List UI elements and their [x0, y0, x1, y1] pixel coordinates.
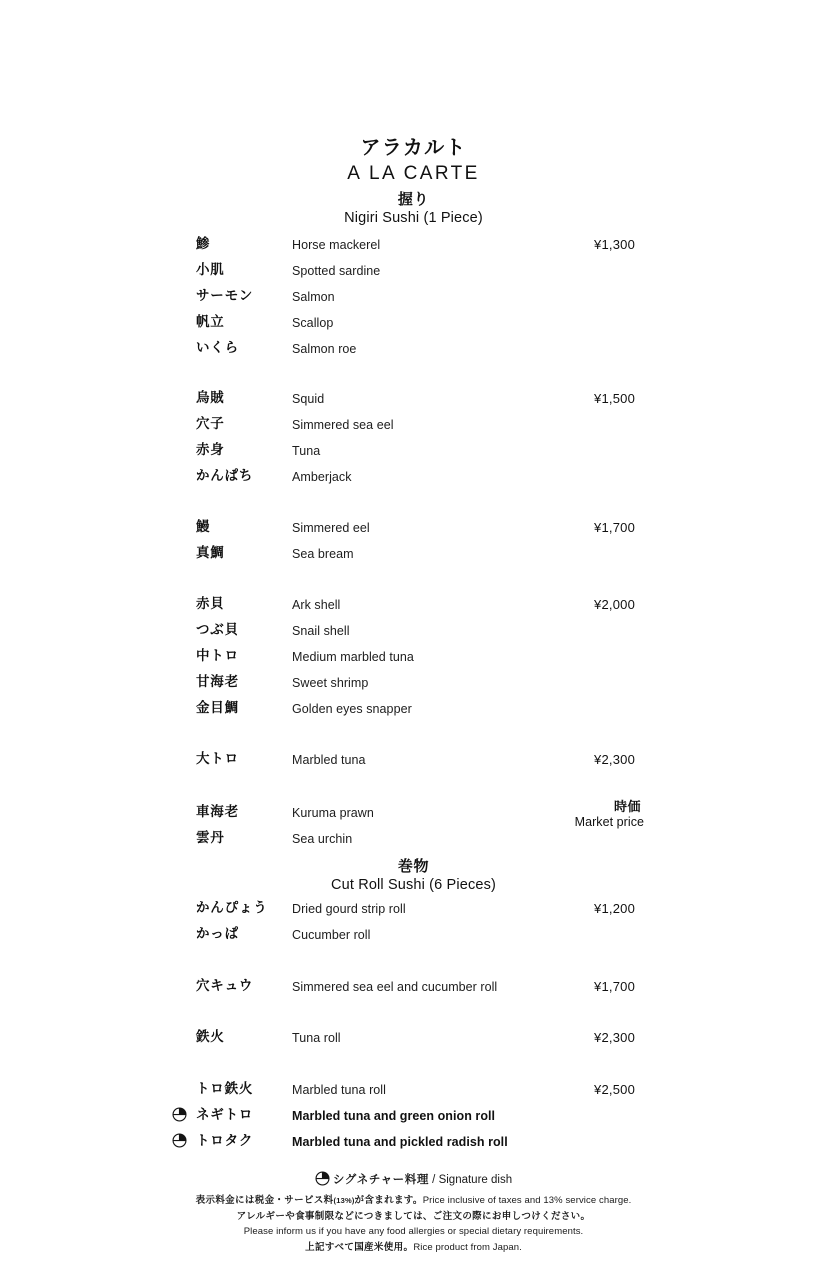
menu-item-en: Sweet shrimp: [292, 676, 369, 690]
fineprint-2-jp: アレルギーや食事制限などにつきましては、ご注文の際にお申しつけください。: [236, 1210, 591, 1222]
section-header-cut-roll: [0, 857, 827, 895]
menu-item-row: [0, 829, 827, 855]
menu-item-jp: 甘海老: [196, 674, 239, 689]
menu-item-en: Medium marbled tuna: [292, 650, 414, 664]
menu-item-row: [0, 699, 827, 725]
menu-item-row: [0, 1028, 827, 1054]
menu-item-price: ¥1,200: [594, 901, 635, 916]
menu-item-jp: 雲丹: [196, 830, 225, 845]
menu-item-en: Simmered sea eel: [292, 418, 394, 432]
fineprint-line-2: [0, 1208, 827, 1224]
menu-item-price: ¥1,700: [594, 979, 635, 994]
menu-title-en: A LA CARTE: [347, 163, 480, 184]
menu-item-price: ¥1,700: [594, 520, 635, 535]
menu-item-jp: 烏賊: [196, 390, 225, 405]
section-header-en: Nigiri Sushi (1 Piece): [344, 210, 483, 226]
menu-item-en: Dried gourd strip roll: [292, 902, 406, 916]
menu-title: [0, 136, 827, 186]
menu-item-jp: つぶ貝: [196, 622, 239, 637]
menu-item-jp: 帆立: [196, 314, 225, 329]
menu-item-jp: 赤身: [196, 442, 225, 457]
menu-item-en: Ark shell: [292, 598, 341, 612]
menu-item-row: [0, 287, 827, 313]
menu-item-jp: かっぱ: [196, 926, 239, 941]
signature-legend-jp: シグネチャー料理: [332, 1174, 429, 1186]
signature-dish-icon: [172, 1133, 188, 1149]
signature-dish-icon: [172, 1107, 188, 1123]
menu-item-en: Sea bream: [292, 547, 354, 561]
menu-item-en: Salmon roe: [292, 342, 357, 356]
menu-item-row: [0, 750, 827, 776]
menu-item-row: [0, 1080, 827, 1106]
menu-item-en: Spotted sardine: [292, 264, 381, 278]
signature-legend-separator: /: [428, 1174, 439, 1186]
menu-item-jp: トロタク: [196, 1133, 254, 1148]
fineprint-line-1: [0, 1192, 827, 1208]
menu-item-jp: いくら: [196, 340, 239, 355]
section-header-jp: 握り: [397, 191, 430, 208]
menu-item-en: Tuna roll: [292, 1031, 341, 1045]
menu-item-row: [0, 1106, 827, 1132]
menu-item-row: [0, 261, 827, 287]
menu-item-en: Golden eyes snapper: [292, 702, 412, 716]
menu-item-jp: 鉄火: [196, 1029, 225, 1044]
menu-item-row: [0, 925, 827, 951]
menu-item-jp: 鯵: [196, 236, 211, 251]
menu-item-price: ¥2,500: [594, 1082, 635, 1097]
menu-item-jp: 車海老: [196, 804, 239, 819]
menu-item-en: Horse mackerel: [292, 238, 381, 252]
fineprint-4-jp: 上記すべて国産米使用。: [305, 1241, 414, 1253]
fineprint-3-en: Please inform us if you have any food allergies or special dietary requirements.: [243, 1226, 584, 1237]
menu-item-row: [0, 1132, 827, 1158]
menu-item-jp: ネギトロ: [196, 1107, 254, 1122]
section-header-jp: 巻物: [397, 858, 430, 875]
menu-item-jp: 大トロ: [196, 751, 239, 766]
menu-item-row: [0, 467, 827, 493]
menu-item-jp: 中トロ: [196, 648, 239, 663]
menu-item-row: [0, 339, 827, 365]
menu-item-jp: 真鯛: [196, 545, 225, 560]
menu-item-price-en: Market price: [574, 815, 644, 829]
menu-item-jp: かんぱち: [196, 468, 254, 483]
menu-item-jp: 穴キュウ: [196, 978, 254, 993]
menu-item-row: [0, 799, 827, 829]
menu-item-jp: 赤貝: [196, 596, 225, 611]
section-header-en: Cut Roll Sushi (6 Pieces): [331, 877, 496, 893]
menu-item-en: Snail shell: [292, 624, 350, 638]
menu-item-price: ¥2,000: [594, 597, 635, 612]
menu-item-row: [0, 595, 827, 621]
menu-item-jp: 小肌: [196, 262, 225, 277]
section-header-nigiri: [0, 190, 827, 228]
menu-item-price: ¥1,300: [594, 237, 635, 252]
menu-item-en: Marbled tuna roll: [292, 1083, 386, 1097]
menu-title-jp: アラカルト: [360, 137, 467, 159]
menu-item-row: [0, 441, 827, 467]
signature-legend: [0, 1168, 827, 1188]
menu-item-row: [0, 977, 827, 1003]
menu-item-price-jp: 時価: [613, 799, 641, 814]
menu-item-en: Marbled tuna and pickled radish roll: [292, 1135, 508, 1149]
menu-item-en: Sea urchin: [292, 832, 353, 846]
fineprint-1-jp-tail: が含まれます。: [354, 1195, 423, 1206]
fineprint-line-4: [0, 1239, 827, 1255]
fineprint-4-en: Rice product from Japan.: [413, 1241, 522, 1253]
menu-item-en: Kuruma prawn: [292, 806, 374, 820]
menu-item-jp: 鰻: [196, 519, 211, 534]
signature-legend-en: Signature dish: [438, 1174, 513, 1186]
menu-item-en: Simmered eel: [292, 521, 370, 535]
menu-item-row: [0, 673, 827, 699]
menu-item-price: ¥2,300: [594, 752, 635, 767]
menu-item-row: [0, 389, 827, 415]
menu-item-row: [0, 899, 827, 925]
menu-item-row: [0, 621, 827, 647]
menu-item-price: [455, 799, 644, 830]
fineprint: [0, 1192, 827, 1254]
menu-item-jp: トロ鉄火: [196, 1081, 254, 1096]
menu-item-price: ¥2,300: [594, 1030, 635, 1045]
menu-item-en: Simmered sea eel and cucumber roll: [292, 980, 498, 994]
menu-item-jp: 金目鯛: [196, 700, 239, 715]
menu-item-jp: サーモン: [196, 288, 254, 303]
menu-item-en: Tuna: [292, 444, 321, 458]
menu-item-en: Squid: [292, 392, 325, 406]
fineprint-line-3: [0, 1223, 827, 1239]
menu-item-en: Scallop: [292, 316, 334, 330]
menu-item-en: Salmon: [292, 290, 335, 304]
menu-item-jp: かんぴょう: [196, 900, 268, 915]
menu-item-row: [0, 235, 827, 261]
menu-item-row: [0, 313, 827, 339]
fineprint-1-en: Price inclusive of taxes and 13% service charge.: [422, 1195, 632, 1206]
signature-dish-icon: [315, 1171, 330, 1186]
menu-item-en: Amberjack: [292, 470, 352, 484]
menu-item-row: [0, 544, 827, 570]
fineprint-1-jp: 表示料金には税金・サービス料: [195, 1195, 334, 1206]
menu-item-row: [0, 415, 827, 441]
menu-item-price: ¥1,500: [594, 391, 635, 406]
menu-item-en: Marbled tuna: [292, 753, 366, 767]
menu-item-en: Marbled tuna and green onion roll: [292, 1109, 496, 1123]
menu-item-jp: 穴子: [196, 416, 225, 431]
fineprint-1-pct: (13%): [333, 1196, 355, 1205]
menu-item-row: [0, 518, 827, 544]
menu-item-en: Cucumber roll: [292, 928, 371, 942]
menu-item-row: [0, 647, 827, 673]
